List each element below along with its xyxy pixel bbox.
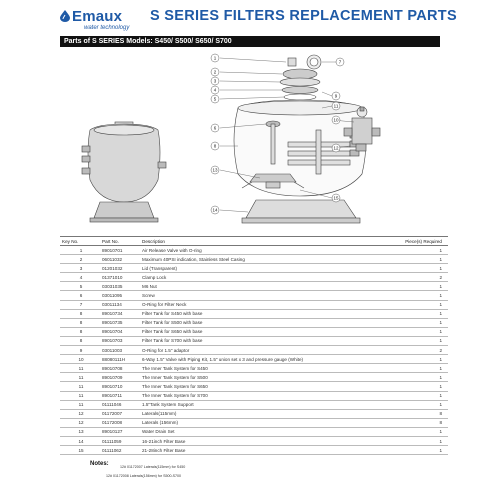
cell-part-no: 89010127 — [102, 427, 142, 436]
cell-pieces-required: 1 — [382, 336, 448, 345]
svg-text:6: 6 — [213, 125, 217, 131]
callout-4 — [211, 86, 219, 94]
cell-key-no: 8 — [60, 309, 102, 318]
svg-text:13: 13 — [212, 167, 218, 173]
cell-key-no: 3 — [60, 264, 102, 273]
cell-key-no: 12 — [60, 409, 102, 418]
logo-text: Emaux — [72, 8, 123, 25]
cell-key-no: 8 — [60, 318, 102, 327]
cell-part-no: 01111046 — [102, 400, 142, 409]
cell-key-no: 11 — [60, 364, 102, 373]
page-header — [0, 0, 500, 34]
cell-description: M6 Nut — [142, 282, 382, 291]
cell-pieces-required: 1 — [382, 264, 448, 273]
callout-2 — [211, 68, 219, 76]
callout-12 — [332, 144, 340, 152]
table-row — [60, 346, 448, 355]
header-description: Description — [142, 237, 382, 246]
cell-pieces-required: 1 — [382, 282, 448, 291]
table-row — [60, 318, 448, 327]
cell-description: O-Ring for 1.5" adaptor — [142, 346, 382, 355]
cell-pieces-required: 1 — [382, 436, 448, 445]
notes-label: Notes: — [90, 461, 109, 467]
cell-part-no: 89010735 — [102, 318, 142, 327]
svg-text:5: 5 — [213, 96, 217, 102]
cell-pieces-required: 8 — [382, 418, 448, 427]
table-row — [60, 418, 448, 427]
cell-description: Filter Tank for S450 with base — [142, 309, 382, 318]
cell-key-no: 14 — [60, 436, 102, 445]
cell-description: Maximum 40PSI indication, Stainless Steel Casing — [142, 255, 382, 264]
cell-description: The Inner Tank System for S500 — [142, 373, 382, 382]
table-row — [60, 282, 448, 291]
cell-pieces-required: 1 — [382, 427, 448, 436]
svg-text:2: 2 — [213, 69, 217, 75]
svg-text:15: 15 — [333, 195, 339, 201]
cell-description: Laterals (156mm) — [142, 418, 382, 427]
callout-8 — [211, 142, 219, 150]
cell-key-no: 11 — [60, 382, 102, 391]
cell-part-no: 89010701 — [102, 246, 142, 255]
callout-9 — [332, 92, 340, 100]
cell-description: Air Release Valve with O-ring — [142, 246, 382, 255]
cell-part-no: 01111062 — [102, 446, 142, 455]
cell-pieces-required: 1 — [382, 355, 448, 364]
svg-text:10: 10 — [333, 117, 339, 123]
table-row — [60, 327, 448, 336]
callout-15 — [332, 194, 340, 202]
cell-description: The Inner Tank System for S450 — [142, 364, 382, 373]
cell-pieces-required: 1 — [382, 246, 448, 255]
cell-description: Filter Tank for S650 with base — [142, 327, 382, 336]
cell-part-no: 89010703 — [102, 336, 142, 345]
header-pieces-required: Piece(s) Required — [382, 237, 448, 246]
cell-key-no: 7 — [60, 300, 102, 309]
cell-part-no: 03011003 — [102, 346, 142, 355]
svg-text:1: 1 — [213, 55, 217, 61]
note-line: 12# 01172007 Laterals(115mm) for S450 — [120, 465, 186, 469]
cell-key-no: 6 — [60, 291, 102, 300]
filter-tank-exploded-view — [234, 55, 366, 223]
cell-key-no: 13 — [60, 427, 102, 436]
svg-text:12: 12 — [333, 145, 339, 151]
cell-description: Water Drain Set — [142, 427, 382, 436]
svg-text:8: 8 — [213, 143, 217, 149]
cell-description: Filter Tank for S500 with base — [142, 318, 382, 327]
cell-pieces-required: 1 — [382, 373, 448, 382]
section-title-bar: Parts of S SERIES Models: S450/ S500/ S650/ S700 — [60, 36, 440, 47]
cell-key-no: 5 — [60, 282, 102, 291]
callout-5 — [211, 95, 219, 103]
cell-key-no: 2 — [60, 255, 102, 264]
cell-pieces-required: 8 — [382, 409, 448, 418]
logo-subtitle: water technology — [84, 25, 130, 31]
cell-description: Laterals(115mm) — [142, 409, 382, 418]
cell-key-no: 11 — [60, 400, 102, 409]
cell-part-no: 89010704 — [102, 327, 142, 336]
table-row — [60, 246, 448, 255]
cell-key-no: 8 — [60, 327, 102, 336]
cell-part-no: 89010711 — [102, 391, 142, 400]
parts-table — [60, 236, 448, 455]
cell-description: Screw — [142, 291, 382, 300]
svg-text:7: 7 — [338, 59, 342, 65]
table-row — [60, 400, 448, 409]
cell-pieces-required: 1 — [382, 364, 448, 373]
cell-part-no: 89010710 — [102, 382, 142, 391]
cell-part-no: 89010708 — [102, 364, 142, 373]
cell-description: The Inner Tank System for S700 — [142, 391, 382, 400]
cell-pieces-required: 1 — [382, 391, 448, 400]
cell-part-no: 06011032 — [102, 255, 142, 264]
cell-key-no: 9 — [60, 346, 102, 355]
table-row — [60, 309, 448, 318]
logo-drop-icon — [60, 10, 70, 22]
table-row — [60, 300, 448, 309]
callout-3 — [211, 77, 219, 85]
cell-pieces-required: 2 — [382, 346, 448, 355]
table-row — [60, 427, 448, 436]
cell-pieces-required: 1 — [382, 318, 448, 327]
cell-description: The Inner Tank System for S650 — [142, 382, 382, 391]
table-row — [60, 391, 448, 400]
cell-description: 21-28inch Filter Base — [142, 446, 382, 455]
table-row — [60, 336, 448, 345]
cell-pieces-required: 1 — [382, 400, 448, 409]
svg-text:9: 9 — [334, 93, 338, 99]
table-row — [60, 255, 448, 264]
page-title: S SERIES FILTERS REPLACEMENT PARTS — [150, 8, 457, 24]
callout-11 — [332, 102, 340, 110]
cell-pieces-required: 1 — [382, 300, 448, 309]
svg-text:14: 14 — [212, 207, 218, 213]
cell-key-no: 11 — [60, 373, 102, 382]
callout-6 — [211, 124, 219, 132]
cell-key-no: 15 — [60, 446, 102, 455]
table-row — [60, 273, 448, 282]
table-row — [60, 436, 448, 445]
cell-pieces-required: 1 — [382, 291, 448, 300]
cell-key-no: 4 — [60, 273, 102, 282]
table-row — [60, 264, 448, 273]
cell-pieces-required: 2 — [382, 273, 448, 282]
callout-7 — [336, 58, 344, 66]
table-row — [60, 291, 448, 300]
table-header-row — [60, 237, 448, 246]
svg-text:3: 3 — [213, 78, 217, 84]
callout-14 — [211, 206, 219, 214]
cell-part-no: 88080111H — [102, 355, 142, 364]
cell-description: Lid (Transparent) — [142, 264, 382, 273]
cell-part-no: 03031035 — [102, 282, 142, 291]
cell-key-no: 1 — [60, 246, 102, 255]
cell-key-no: 12 — [60, 418, 102, 427]
callout-10 — [332, 116, 340, 124]
cell-part-no: 89010709 — [102, 373, 142, 382]
cell-pieces-required: 1 — [382, 382, 448, 391]
cell-part-no: 01201032 — [102, 264, 142, 273]
cell-part-no: 03011095 — [102, 291, 142, 300]
svg-text:4: 4 — [213, 87, 217, 93]
cell-part-no: 01172008 — [102, 418, 142, 427]
header-key-no: Key No. — [60, 237, 102, 246]
cell-key-no: 11 — [60, 391, 102, 400]
header-part-no: Part No. — [102, 237, 142, 246]
table-row — [60, 446, 448, 455]
cell-description: 16-21inch Filter Base — [142, 436, 382, 445]
cell-pieces-required: 1 — [382, 255, 448, 264]
callout-13 — [211, 166, 219, 174]
cell-pieces-required: 1 — [382, 309, 448, 318]
exploded-parts-diagram — [60, 50, 440, 235]
cell-description: 6-Way 1.5" Valve with Piping Kit, 1.5" union set x 3 and pressure gauge (White) — [142, 355, 382, 364]
cell-pieces-required: 1 — [382, 327, 448, 336]
cell-description: 1.5"Tank System Support — [142, 400, 382, 409]
table-row — [60, 409, 448, 418]
cell-description: Clamp Lock — [142, 273, 382, 282]
cell-pieces-required: 1 — [382, 446, 448, 455]
table-row — [60, 355, 448, 364]
cell-part-no: 01371010 — [102, 273, 142, 282]
cell-key-no: 10 — [60, 355, 102, 364]
callout-1 — [211, 54, 219, 62]
filter-tank-side-view — [82, 122, 166, 222]
table-row — [60, 373, 448, 382]
cell-description: O-Ring for Filter Neck — [142, 300, 382, 309]
svg-text:11: 11 — [333, 103, 339, 109]
cell-description: Filter Tank for S700 with base — [142, 336, 382, 345]
cell-part-no: 01111059 — [102, 436, 142, 445]
table-row — [60, 364, 448, 373]
cell-part-no: 01172007 — [102, 409, 142, 418]
cell-part-no: 89010734 — [102, 309, 142, 318]
cell-key-no: 8 — [60, 336, 102, 345]
table-row — [60, 382, 448, 391]
note-line: 12# 01172008 Laterals(156mm) for S500-S700 — [106, 474, 182, 478]
cell-part-no: 03011134 — [102, 300, 142, 309]
